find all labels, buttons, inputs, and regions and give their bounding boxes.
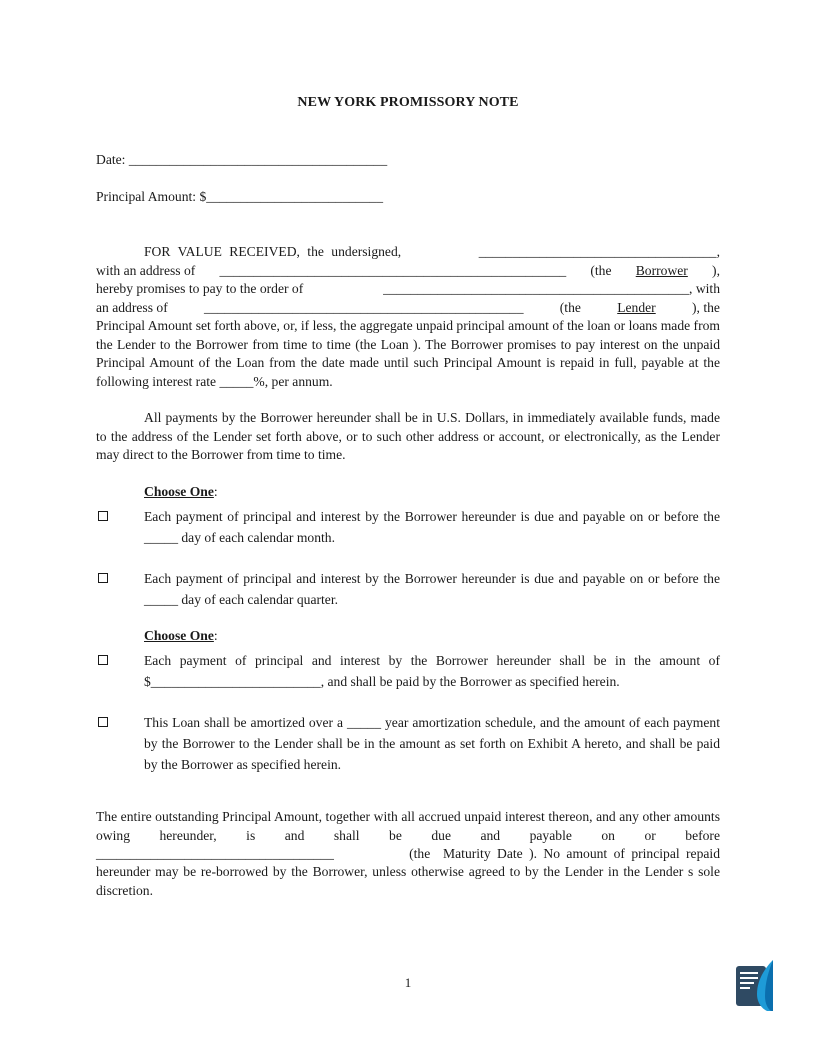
principal-label: Principal Amount: $ xyxy=(96,189,207,204)
checkbox-quarterly[interactable] xyxy=(98,573,108,583)
lender-term: Lender xyxy=(617,300,656,315)
date-label: Date: xyxy=(96,152,126,167)
borrower-address-blank[interactable]: ___________________________________________________ xyxy=(219,263,567,278)
p3-lines-1-2: The entire outstanding Principal Amount, together with all accrued unpaid interest thereon, and any other amounts owing hereunder, is and shall be due and payable on or before xyxy=(96,809,720,843)
p3-lines-4-5: hereunder may be re-borrowed by the Borrower, unless otherwise agreed to by the Lender in the Lender s sole discretion. xyxy=(96,864,720,898)
date-blank[interactable]: ______________________________________ xyxy=(128,152,388,167)
choose-one-heading-1: Choose One: xyxy=(144,484,218,499)
maturity-date-blank[interactable]: ___________________________________ xyxy=(96,846,334,861)
option-fixed-amount: Each payment of principal and interest by the Borrower hereunder shall be in the amount of $_________________________, and shall be paid by the Borrower as specified herein. xyxy=(144,653,720,689)
p1-line1-text: FOR VALUE RECEIVED, the undersigned, xyxy=(144,244,402,259)
p1-rest: Principal Amount set forth above, or, if less, the aggregate unpaid principal amount of the loan or loans made from the Lender to the Borrower from time to time (the Loan ). The Borrower promises to pay interest on the unpaid Principal Amount of the Loan from the date made until such Principal Amount is repaid in full, payable at the following interest rate _____%, per annum. xyxy=(96,318,720,389)
choose-one-heading-2: Choose One: xyxy=(144,628,218,643)
formsite-logo-icon xyxy=(735,958,775,1012)
lender-name-blank[interactable]: _____________________________________________ xyxy=(383,281,690,296)
checkbox-fixed-amount[interactable] xyxy=(98,655,108,665)
p1-line2-text: with an address of xyxy=(96,263,196,278)
paragraph-payments: All payments by the Borrower hereunder shall be in U.S. Dollars, in immediately available funds, made to the address of the Lender set forth above, or to such other address or account, or electronically, as the Lender may direct to the Borrower from time to time. xyxy=(96,410,720,462)
principal-line xyxy=(96,188,383,206)
checkbox-monthly[interactable] xyxy=(98,511,108,521)
option-amortized: This Loan shall be amortized over a _____ year amortization schedule, and the amount of each payment by the Borrower to the Lender shall be in the amount as set forth on Exhibit A hereto, and shall be paid by the Borrower as specified herein. xyxy=(144,715,720,772)
p1-close-2: ), the xyxy=(692,300,720,315)
p1-line4-text: an address of xyxy=(96,300,168,315)
p1-with: , with xyxy=(689,281,720,296)
p3-line3-text: (the Maturity Date ). No amount of principal repaid xyxy=(409,846,720,861)
document-page xyxy=(96,0,720,1056)
option-quarterly: Each payment of principal and interest by the Borrower hereunder is due and payable on or before the _____ day of each calendar quarter. xyxy=(144,571,720,607)
p1-the-1: (the xyxy=(590,263,612,278)
document-title: NEW YORK PROMISSORY NOTE xyxy=(297,95,519,110)
p1-close-1: ), xyxy=(712,263,720,278)
checkbox-amortized[interactable] xyxy=(98,717,108,727)
page-number: 1 xyxy=(404,975,412,990)
lender-address-blank[interactable]: _______________________________________________ xyxy=(204,300,524,315)
date-line xyxy=(96,151,387,169)
principal-blank[interactable]: __________________________ xyxy=(206,189,383,204)
borrower-term: Borrower xyxy=(635,263,688,278)
option-monthly: Each payment of principal and interest by the Borrower hereunder is due and payable on or before the _____ day of each calendar month. xyxy=(144,509,720,545)
p1-the-2: (the xyxy=(559,300,581,315)
p1-line3-text: hereby promises to pay to the order of xyxy=(96,281,304,296)
borrower-name-blank[interactable]: ___________________________________, xyxy=(478,244,720,259)
